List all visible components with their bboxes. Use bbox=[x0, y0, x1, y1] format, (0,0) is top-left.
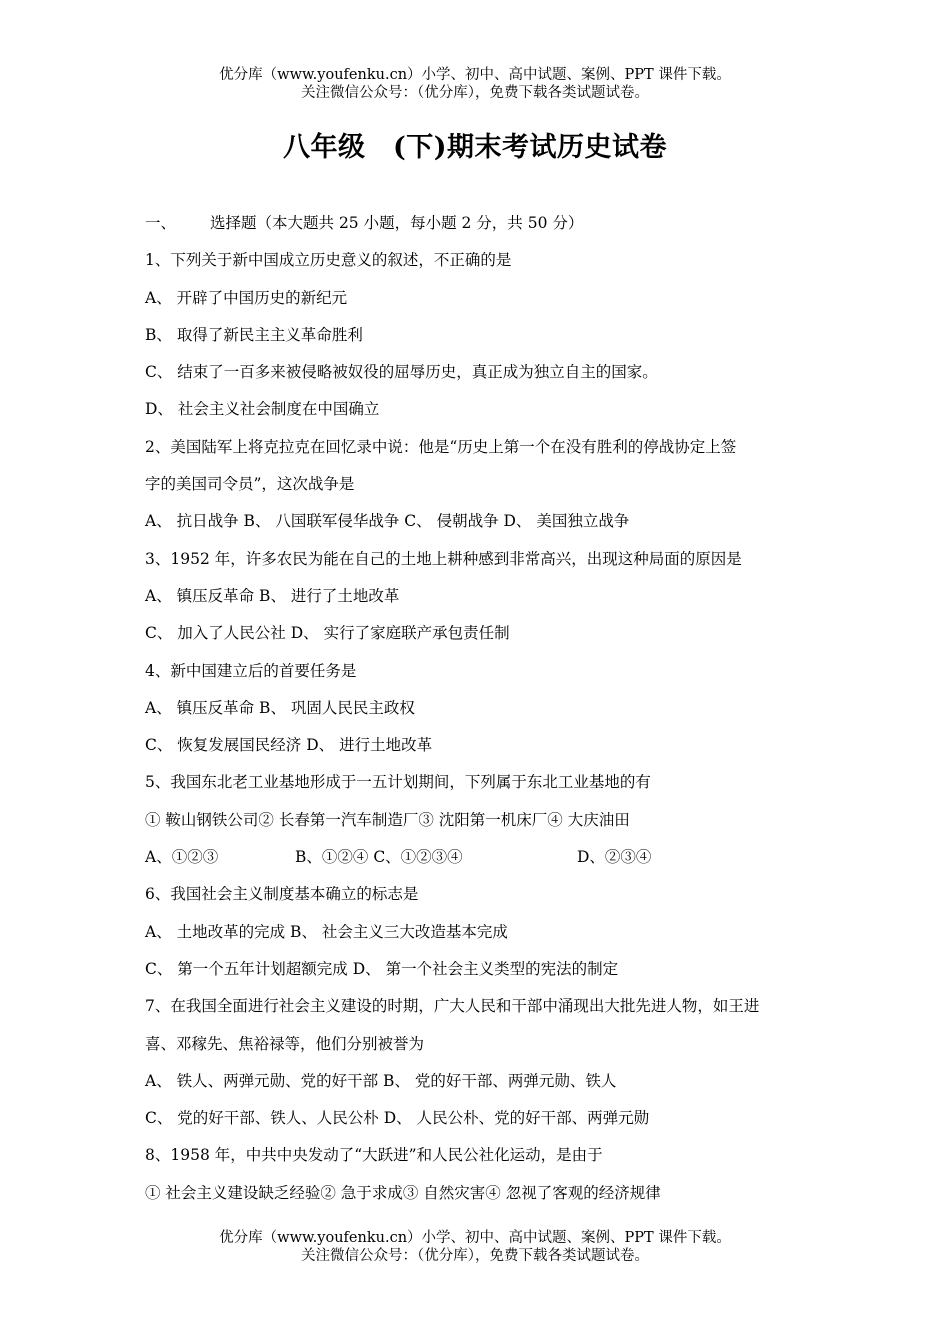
option-line: A、 抗日战争 B、 八国联军侵华战争 C、 侵朝战争 D、 美国独立战争 bbox=[145, 512, 630, 531]
section-text: 选择题（本大题共 25 小题，每小题 2 分，共 50 分） bbox=[210, 214, 584, 232]
section-number: 一、 bbox=[145, 214, 177, 232]
option-line bbox=[145, 839, 825, 876]
option-line: A、 土地改革的完成 B、 社会主义三大改造基本完成 bbox=[145, 922, 508, 941]
exam-body bbox=[145, 205, 825, 1212]
question-line: 6、我国社会主义制度基本确立的标志是 bbox=[145, 885, 419, 904]
option-line: A、 开辟了中国历史的新纪元 bbox=[145, 288, 348, 307]
question-line: 字的美国司令员”，这次战争是 bbox=[145, 475, 355, 494]
option-line: C、 党的好干部、铁人、人民公朴 D、 人民公朴、党的好干部、两弹元勋 bbox=[145, 1109, 650, 1128]
question-line: 8、1958 年，中共中央发动了“大跃进”和人民公社化运动，是由于 bbox=[145, 1146, 603, 1165]
option-line: B、 取得了新民主主义革命胜利 bbox=[145, 325, 363, 344]
statement-line: ① 社会主义建设缺乏经验② 急于求成③ 自然灾害④ 忽视了客观的经济规律 bbox=[145, 1183, 661, 1202]
option-line: C、 加入了人民公社 D、 实行了家庭联产承包责任制 bbox=[145, 624, 510, 643]
question-line: 4、新中国建立后的首要任务是 bbox=[145, 661, 357, 680]
question-line: 2、美国陆军上将克拉克在回忆录中说：他是“历史上第一个在没有胜利的停战协定上签 bbox=[145, 437, 737, 456]
question-line: 1、下列关于新中国成立历史意义的叙述，不正确的是 bbox=[145, 251, 512, 270]
option-line: C、 第一个五年计划超额完成 D、 第一个社会主义类型的宪法的制定 bbox=[145, 959, 619, 978]
option-a: A、①②③ bbox=[145, 848, 219, 867]
footer-line-1: 优分库（www.youfenku.cn）小学、初中、高中试题、案例、PPT 课件下载。 bbox=[219, 1230, 731, 1246]
question-line: 3、1952 年，许多农民为能在自己的土地上耕种感到非常高兴，出现这种局面的原因是 bbox=[145, 549, 742, 568]
option-d: D、②③④ bbox=[577, 848, 652, 867]
option-line: D、 社会主义社会制度在中国确立 bbox=[145, 400, 380, 419]
question-line: 喜、邓稼先、焦裕禄等，他们分别被誉为 bbox=[145, 1034, 425, 1053]
statement-line: ① 鞍山钢铁公司② 长春第一汽车制造厂③ 沈阳第一机床厂④ 大庆油田 bbox=[145, 810, 630, 829]
question-line: 5、我国东北老工业基地形成于一五计划期间，下列属于东北工业基地的有 bbox=[145, 773, 651, 792]
page-footer bbox=[0, 1229, 950, 1265]
page-title: 八年级 (下)期末考试历史试卷 bbox=[282, 132, 668, 163]
header-line-1: 优分库（www.youfenku.cn）小学、初中、高中试题、案例、PPT 课件下载。 bbox=[219, 67, 731, 83]
footer-line-2: 关注微信公众号：（优分库），免费下载各类试题试卷。 bbox=[301, 1248, 649, 1264]
header-line-2: 关注微信公众号：（优分库），免费下载各类试题试卷。 bbox=[301, 85, 649, 101]
option-line: A、 镇压反革命 B、 进行了土地改革 bbox=[145, 586, 400, 605]
section-heading bbox=[145, 205, 825, 242]
option-b-c: B、①②④ C、①②③④ bbox=[295, 848, 463, 867]
option-line: A、 镇压反革命 B、 巩固人民民主政权 bbox=[145, 698, 415, 717]
question-line: 7、在我国全面进行社会主义建设的时期，广大人民和干部中涌现出大批先进人物，如王进 bbox=[145, 997, 760, 1016]
option-line: C、 恢复发展国民经济 D、 进行土地改革 bbox=[145, 736, 433, 755]
option-line: A、 铁人、两弹元勋、党的好干部 B、 党的好干部、两弹元勋、铁人 bbox=[145, 1071, 617, 1090]
page-header bbox=[0, 66, 950, 102]
option-line: C、 结束了一百多来被侵略被奴役的屈辱历史，真正成为独立自主的国家。 bbox=[145, 363, 658, 382]
